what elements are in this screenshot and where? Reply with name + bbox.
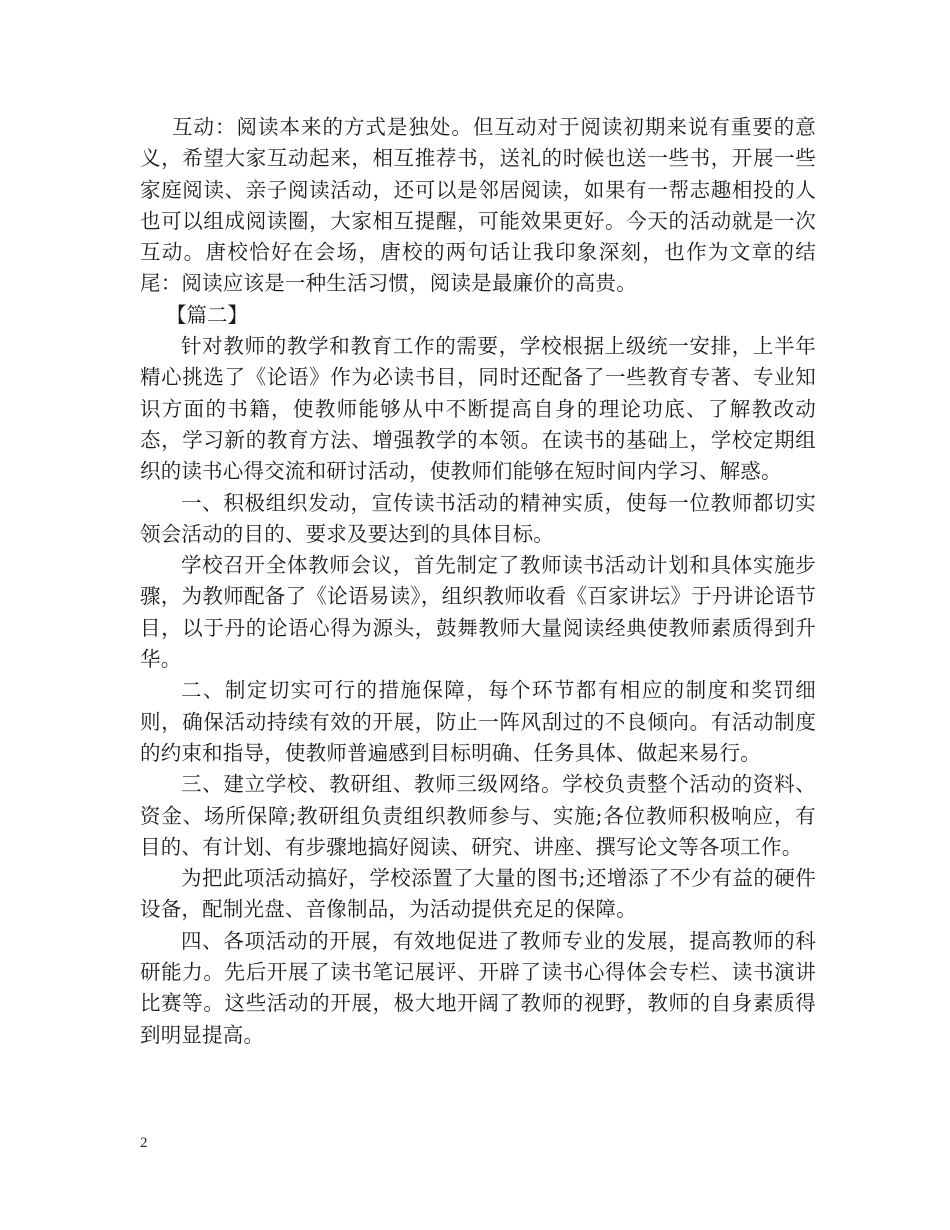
section-heading: 【篇二】: [166, 302, 248, 327]
paragraph-resources: 为把此项活动搞好，学校添置了大量的图书;还增添了不少有益的硬件设备，配制光盘、音像制品，为活动提供充足的保障。: [140, 866, 816, 922]
paragraph-interaction: 互动：阅读本来的方式是独处。但互动对于阅读初期来说有重要的意义，希望大家互动起来，相互推荐书，送礼的时候也送一些书，开展一些家庭阅读、亲子阅读活动，还可以是邻居阅读，如果有一帮志趣相投的人也可以组成阅读圈，大家相互提醒，可能效果更好。今天的活动就是一次互动。唐校恰好在会场，唐校的两句话让我印象深刻，也作为文章的结尾：阅读应该是一种生活习惯，阅读是最廉价的高贵。: [140, 115, 816, 296]
page-number: 2: [140, 1135, 148, 1151]
paragraph-point-four: 四、各项活动的开展，有效地促进了教师专业的发展，提高教师的科研能力。先后开展了读书笔记展评、开辟了读书心得体会专栏、读书演讲比赛等。这些活动的开展，极大地开阔了教师的视野，教师的自身素质得到明显提高。: [140, 928, 816, 1047]
paragraph-point-two: 二、制定切实可行的措施保障，每个环节都有相应的制度和奖罚细则，确保活动持续有效的开展，防止一阵风刮过的不良倾向。有活动制度的约束和指导，使教师普遍感到目标明确、任务具体、做起来易行。: [140, 678, 816, 765]
page-body: [140, 112, 816, 1051]
paragraph-meeting: 学校召开全体教师会议，首先制定了教师读书活动计划和具体实施步骤，为教师配备了《论语易读》，组织教师收看《百家讲坛》于丹讲论语节目，以于丹的论语心得为源头，鼓舞教师大量阅读经典使教师素质得到升华。: [140, 553, 816, 672]
paragraph-point-one: 一、积极组织发动，宣传读书活动的精神实质，使每一位教师都切实领会活动的目的、要求及要达到的具体目标。: [140, 490, 816, 546]
paragraph-point-three: 三、建立学校、教研组、教师三级网络。学校负责整个活动的资料、资金、场所保障;教研组负责组织教师参与、实施;各位教师积极响应，有目的、有计划、有步骤地搞好阅读、研究、讲座、撰写论文等各项工作。: [140, 772, 816, 859]
paragraph-intro: 针对教师的教学和教育工作的需要，学校根据上级统一安排，上半年精心挑选了《论语》作为必读书目，同时还配备了一些教育专著、专业知识方面的书籍，使教师能够从中不断提高自身的理论功底、了解教改动态，学习新的教育方法、增强教学的本领。在读书的基础上，学校定期组织的读书心得交流和研讨活动，使教师们能够在短时间内学习、解惑。: [140, 334, 816, 484]
